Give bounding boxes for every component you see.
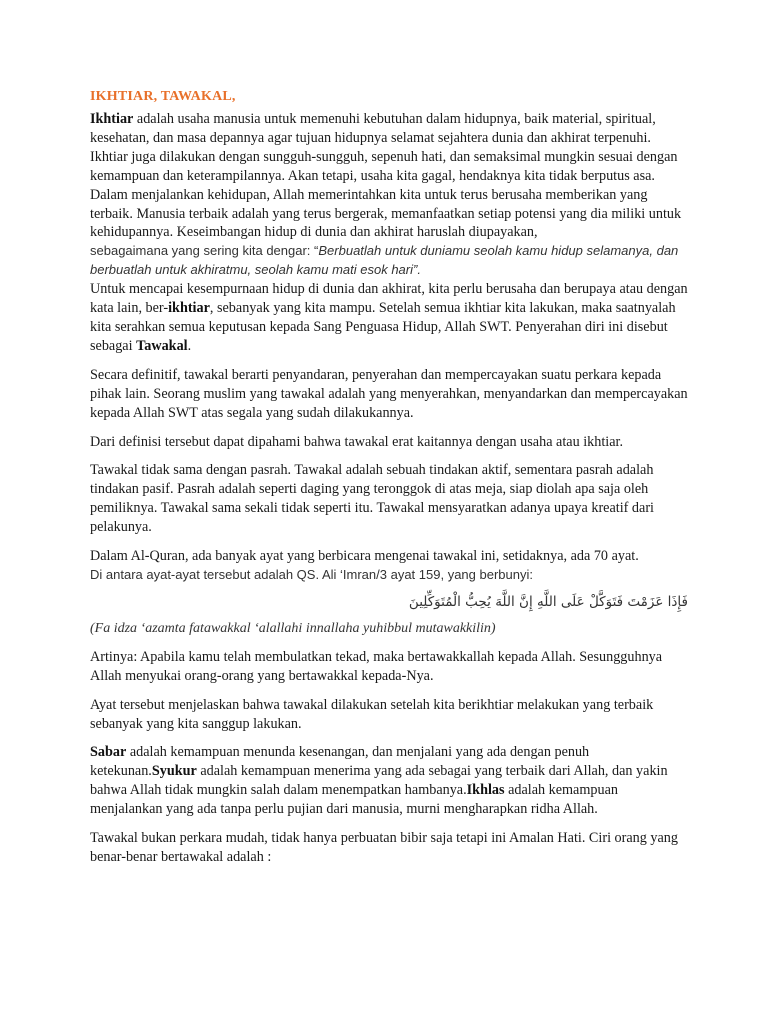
paragraph-pasrah: Tawakal tidak sama dengan pasrah. Tawakal adalah sebuah tindakan aktif, sementara pasrah adalah tindakan pasif. Pasrah adalah seperti daging yang teronggok di atas meja, siap diolah apa saja oleh pemiliknya. Tawakal sama sekali tidak seperti itu. Tawakal mensyaratkan adanya upaya kreatif dari pelakunya.	[90, 462, 654, 536]
document-title: IKHTIAR, TAWAKAL,	[90, 89, 236, 104]
paragraph-sabar-syukur-ikhlas	[90, 743, 688, 819]
paragraph-ayat-penjelasan: Ayat tersebut menjelaskan bahwa tawakal dilakukan setelah kita berikhtiar melakukan yang terbaik sebanyak yang kita sanggup lakukan.	[90, 696, 654, 732]
paragraph-artinya: Artinya: Apabila kamu telah membulatkan tekad, maka bertawakkallah kepada Allah. Sesungguhnya Allah menyukai orang-orang yang bertawakkal kepada-Nya.	[90, 648, 663, 684]
paragraph-text: adalah kemampuan menunda kesenangan, dan menjalani yang ada dengan penuh ketekunan.	[90, 744, 590, 780]
paragraph-text: Dalam menjalankan kehidupan, Allah memerintahkan kita untuk terus berusaha memberikan yang terbaik. Manusia terbaik adalah yang terus bergerak, memanfaatkan setiap potensi yang dia miliki untuk kehidupannya. Keseimbangan hidup di dunia dan akhirat haruslah diupayakan,	[90, 186, 682, 241]
quote-text: Berbuatlah untuk duniamu seolah kamu hidup selamanya, dan berbuatlah untuk akhiratmu, seolah kamu mati esok hari”.	[90, 243, 679, 278]
paragraph-kaitan: Dari definisi tersebut dapat dipahami bahwa tawakal erat kaitannya dengan usaha atau ikhtiar.	[90, 433, 624, 450]
quote-lead: sebagaimana yang sering kita dengar: “	[90, 243, 319, 259]
paragraph-ciri-tawakal: Tawakal bukan perkara mudah, tidak hanya perbuatan bibir saja tetapi ini Amalan Hati. Ciri orang yang benar-benar bertawakal adalah :	[90, 830, 678, 865]
paragraph-text: .	[187, 337, 192, 354]
paragraph-text: Untuk mencapai kesempurnaan hidup di dunia dan akhirat, kita perlu berusaha dan berupaya atau dengan kata lain, ber-	[90, 281, 688, 317]
term-ikhtiar: Ikhtiar	[90, 111, 134, 127]
paragraph-text: adalah kemampuan menerima yang ada sebagai yang terbaik dari Allah, dan yakin bahwa Allah tidak mungkin salah dalam menempatkan hambanya.	[90, 763, 668, 799]
paragraph-text: Dalam Al-Quran, ada banyak ayat yang berbicara mengenai tawakal ini, setidaknya, ada 70 ayat.	[90, 548, 639, 565]
paragraph-kehidupan	[90, 186, 688, 281]
paragraph-text: adalah usaha manusia untuk memenuhi kebutuhan dalam hidupnya, baik material, spiritual, kesehatan, dan masa depannya agar tujuan hidupnya selamat sejahtera dunia dan akhirat terpenuhi. Ikhtiar juga dilakukan dengan sungguh-sungguh, sepenuh hati, dan semaksimal mungkin sesuai dengan kemampuan dan keterampilannya. Akan tetapi, usaha kita gagal, hendaknya kita tidak berputus asa.	[90, 111, 678, 184]
term-tawakal: Tawakal	[136, 337, 188, 354]
arabic-verse: فَإِذَا عَزَمْتَ فَتَوَكَّلْ عَلَى اللَّهِ إِنَّ اللَّهَ يُحِبُّ الْمُتَوَكِّلِينَ	[408, 593, 688, 610]
term-ikhlas: Ikhlas	[466, 782, 505, 799]
paragraph-alquran	[90, 547, 688, 585]
term-sabar: Sabar	[90, 744, 127, 761]
transliteration: (Fa idza ‘azamta fatawakkal ‘alallahi innallaha yuhibbul mutawakkilin)	[90, 620, 496, 636]
term-syukur: Syukur	[151, 763, 197, 780]
term-ikhtiar-inline: ikhtiar	[168, 300, 210, 317]
paragraph-kesempurnaan	[90, 280, 688, 356]
paragraph-ikhtiar-definition	[90, 110, 688, 186]
paragraph-text: adalah kemampuan menjalankan yang ada tanpa perlu pujian dari manusia, murni mengharapkan ridha Allah.	[90, 782, 618, 818]
paragraph-text: , sebanyak yang kita mampu. Setelah semua ikhtiar kita lakukan, maka saatnyalah kita serahkan semua keputusan kepada Sang Penguasa Hidup, Allah SWT. Penyerahan diri ini disebut sebagai	[90, 300, 676, 354]
paragraph-definisi-tawakal: Secara definitif, tawakal berarti penyandaran, penyerahan dan mempercayakan suatu perkara kepada pihak lain. Seorang muslim yang tawakal adalah yang menyerahkan, menyandarkan dan mempercayakan kepada Allah SWT atas segala yang sudah dilakukannya.	[90, 366, 688, 421]
verse-reference: Di antara ayat-ayat tersebut adalah QS. Ali ‘Imran/3 ayat 159, yang berbunyi:	[90, 566, 533, 582]
